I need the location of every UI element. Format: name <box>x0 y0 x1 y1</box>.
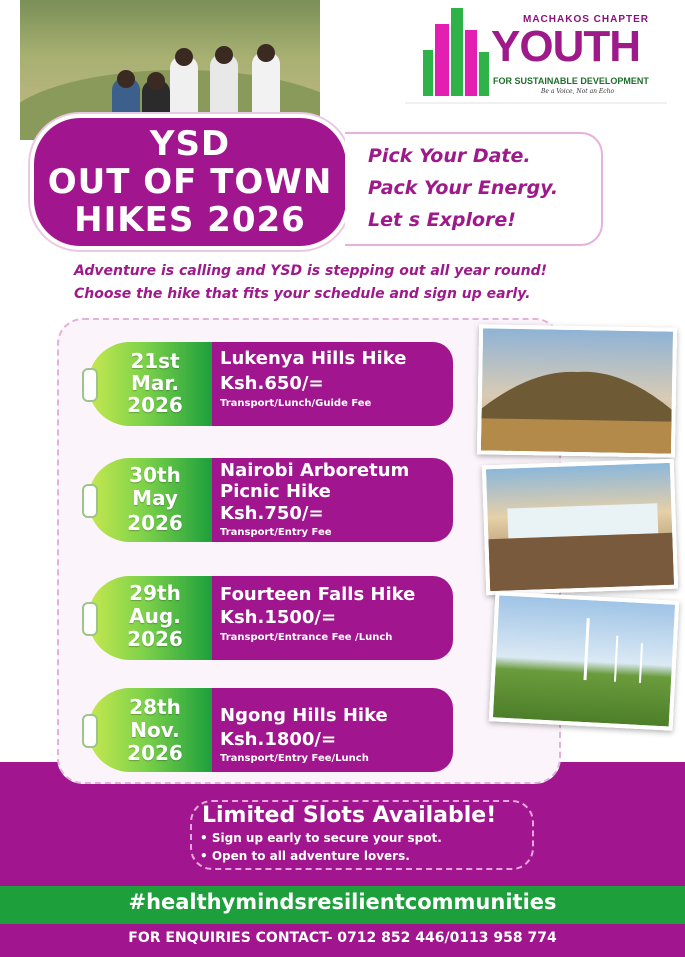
tagline-2: Pack Your Energy. <box>368 177 559 199</box>
title-line-1: YSD <box>149 124 231 164</box>
logo-subtitle: FOR SUSTAINABLE DEVELOPMENT <box>493 76 649 86</box>
wind-turbines-art <box>493 595 675 726</box>
hike-3-name: Fourteen Falls Hike <box>220 584 416 605</box>
hike-3-day: 29th <box>129 581 181 605</box>
logo-name: YOUTH <box>491 22 640 71</box>
hike-2-year: 2026 <box>127 511 183 535</box>
tagline-1: Pick Your Date. <box>368 145 531 167</box>
hashtag: #healthymindsresilientcommunities <box>128 890 557 914</box>
hike-4-year: 2026 <box>127 741 183 765</box>
waterfall-photo <box>482 459 678 596</box>
hike-3-year: 2026 <box>127 627 183 651</box>
hike-1-price: Ksh.650/= <box>220 373 324 394</box>
hike-1-month: Mar. <box>130 371 179 395</box>
hike-3-includes: Transport/Entrance Fee /Lunch <box>220 632 393 643</box>
hike-2-day: 30th <box>129 463 181 487</box>
hike-1-name: Lukenya Hills Hike <box>220 348 407 369</box>
hike-4-month: Nov. <box>130 718 180 742</box>
intro-line-1: Adventure is calling and YSD is stepping out all year round! <box>74 263 547 279</box>
logo-chapter: MACHAKOS CHAPTER <box>523 14 649 25</box>
hill-landscape-art <box>481 328 673 453</box>
waterfall-art <box>486 463 674 591</box>
slots-title: Limited Slots Available! <box>202 803 497 828</box>
hike-4-price: Ksh.1800/= <box>220 729 337 750</box>
hike-1-includes: Transport/Lunch/Guide Fee <box>220 398 372 409</box>
hike-1-year: 2026 <box>127 393 183 417</box>
title-badge <box>34 118 346 246</box>
hike-3-month: Aug. <box>129 604 181 628</box>
hike-4-includes: Transport/Entry Fee/Lunch <box>220 753 369 764</box>
tagline-3: Let s Explore! <box>368 209 516 231</box>
hike-2-includes: Transport/Entry Fee <box>220 527 332 538</box>
hike-1-day: 21st <box>130 349 180 373</box>
hike-4-day: 28th <box>129 695 181 719</box>
hike-2-name-line-2: Picnic Hike <box>220 481 331 502</box>
logo-motto: Be a Voice, Not an Echo <box>541 88 615 95</box>
hill-landscape-photo <box>477 324 677 457</box>
intro-line-2: Choose the hike that fits your schedule and sign up early. <box>74 286 531 302</box>
slot-item-2: • Open to all adventure lovers. <box>200 849 410 863</box>
title-line-2: OUT OF TOWN <box>47 162 333 202</box>
hike-2-month: May <box>132 486 178 510</box>
title-line-3: HIKES 2026 <box>74 200 306 240</box>
hike-3-price: Ksh.1500/= <box>220 607 337 628</box>
contact-info: FOR ENQUIRIES CONTACT- 0712 852 446/0113 958 774 <box>128 930 557 946</box>
slot-item-1: • Sign up early to secure your spot. <box>200 831 442 845</box>
hike-2-price: Ksh.750/= <box>220 503 324 524</box>
hike-2-name-line-1: Nairobi Arboretum <box>220 460 410 481</box>
ysd-logo <box>405 0 667 104</box>
hike-4-name: Ngong Hills Hike <box>220 705 388 726</box>
wind-turbines-photo <box>489 591 680 730</box>
